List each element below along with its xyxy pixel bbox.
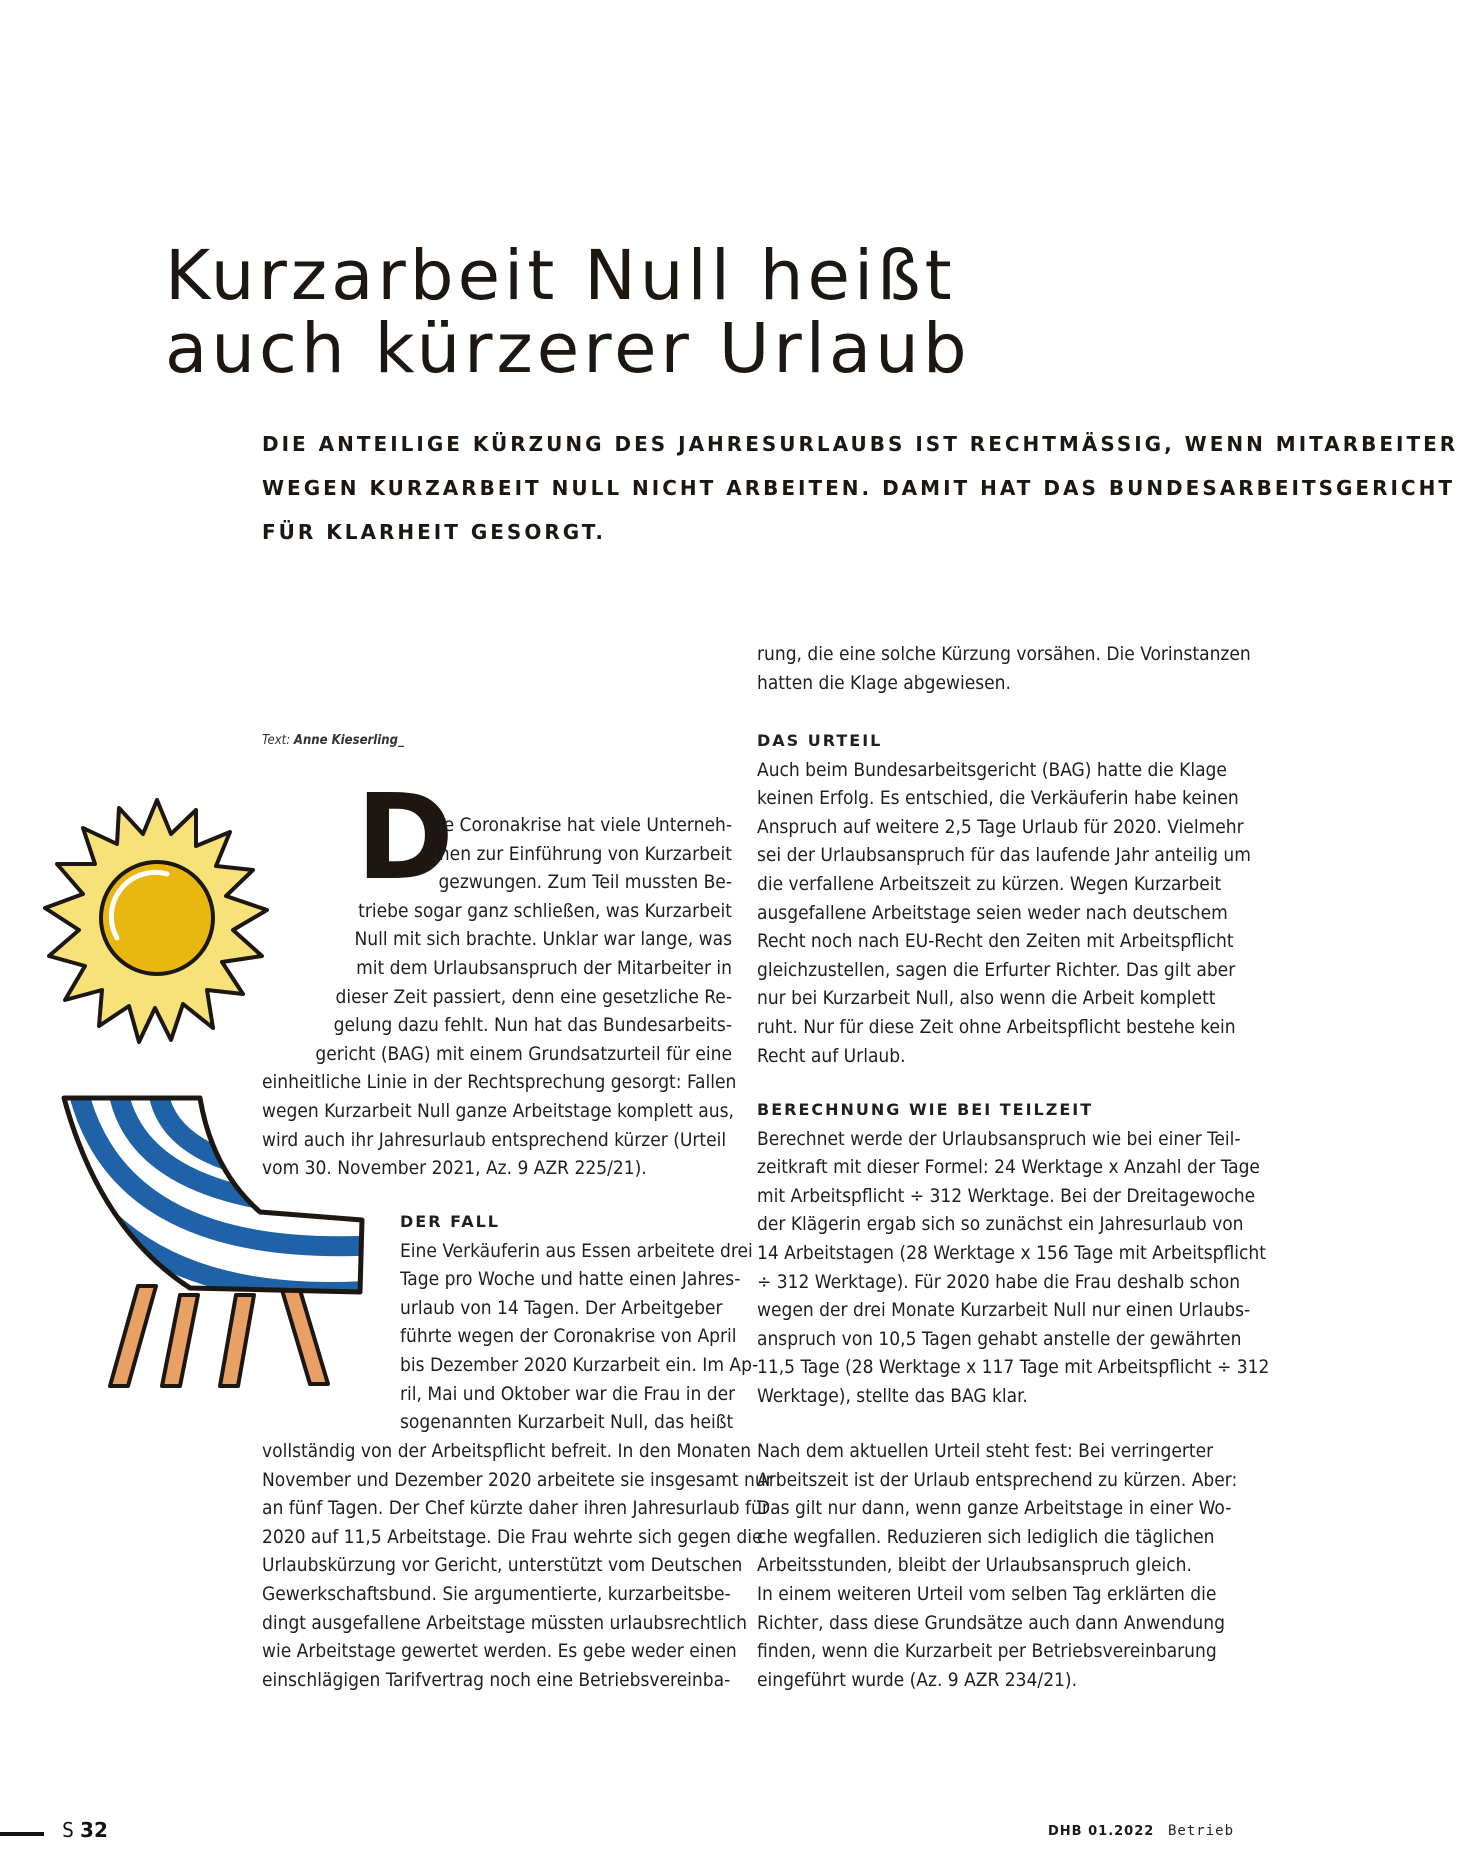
- text-line: dingt ausgefallene Arbeitstage müssten urlaubsrechtlich: [262, 1611, 747, 1634]
- text-line: vollständig von der Arbeitspflicht befreit. In den Monaten: [262, 1440, 752, 1462]
- text-line: Das gilt nur dann, wenn ganze Arbeitstage in einer Wo-: [757, 1497, 1232, 1520]
- article-headline: [165, 236, 1165, 389]
- column-1-intro: [262, 811, 737, 1183]
- text-line: urlaub von 14 Tagen. Der Arbeitgeber: [400, 1296, 723, 1319]
- byline-author: Anne Kieserling_: [293, 733, 404, 748]
- text-line: wegen Kurzarbeit Null ganze Arbeitstage komplett aus,: [262, 1099, 734, 1122]
- section-der-fall-continued: [262, 1437, 773, 1694]
- text-line: mit dem Urlaubsanspruch der Mitarbeiter in: [356, 956, 732, 979]
- text-line: gezwungen. Zum Teil mussten Be-: [438, 871, 732, 894]
- text-line: dieser Zeit passiert, denn eine gesetzliche Re-: [335, 985, 732, 1008]
- text-line: 11,5 Tage (28 Werktage x 117 Tage mit Arbeitspflicht ÷ 312: [757, 1356, 1270, 1379]
- section-heading: DAS URTEIL: [757, 731, 883, 750]
- text-line: Tage pro Woche und hatte einen Jahres-: [400, 1268, 741, 1291]
- text-line: 14 Arbeitstagen (28 Werktage x 156 Tage mit Arbeitspflicht: [757, 1241, 1266, 1264]
- text-line: Berechnet werde der Urlaubsanspruch wie bei einer Teil-: [757, 1127, 1241, 1150]
- section-label: Betrieb: [1168, 1823, 1235, 1839]
- text-line: 2020 auf 11,5 Arbeitstage. Die Frau wehrte sich gegen die: [262, 1525, 763, 1548]
- text-line: Null mit sich brachte. Unklar war lange, was: [354, 928, 732, 951]
- section-berechnung: [757, 1096, 1270, 1411]
- page-prefix: S: [62, 1818, 75, 1842]
- chair-legs: [110, 1286, 328, 1386]
- text-line: Anspruch auf weitere 2,5 Tage Urlaub für 2020. Vielmehr: [757, 815, 1244, 838]
- text-line: Werktage), stellte das BAG klar.: [757, 1384, 1028, 1407]
- byline: [262, 733, 404, 748]
- text-line: finden, wenn die Kurzarbeit per Betriebsvereinbarung: [757, 1640, 1217, 1663]
- text-line: einheitliche Linie in der Rechtsprechung gesorgt: Fallen: [262, 1071, 737, 1094]
- text-line: che wegfallen. Reduzieren sich lediglich die täglichen: [757, 1525, 1215, 1548]
- text-line: bis Dezember 2020 Kurzarbeit ein. Im Ap-: [400, 1353, 759, 1376]
- text-line: rung, die eine solche Kürzung vorsähen. Die Vorinstanzen: [757, 643, 1251, 665]
- section-heading: DER FALL: [400, 1212, 500, 1231]
- text-line: die verfallene Arbeitszeit zu kürzen. Wegen Kurzarbeit: [757, 872, 1222, 895]
- text-line: wegen der drei Monate Kurzarbeit Null nur einen Urlaubs-: [757, 1299, 1251, 1322]
- text-line: ruht. Nur für diese Zeit ohne Arbeitspflicht bestehe kein: [757, 1015, 1236, 1038]
- article-lead: [262, 422, 1458, 554]
- text-line: wird auch ihr Jahresurlaub entsprechend kürzer (Urteil: [262, 1128, 727, 1151]
- text-line: Urlaubskürzung vor Gericht, unterstützt vom Deutschen: [262, 1554, 743, 1577]
- page-folio: [62, 1818, 108, 1842]
- lead-line: FÜR KLARHEIT GESORGT.: [262, 520, 606, 544]
- section-der-fall: [400, 1208, 759, 1437]
- sun-illustration: [72, 790, 242, 1046]
- text-line: ril, Mai und Oktober war die Frau in der: [400, 1382, 736, 1405]
- text-line: eingeführt wurde (Az. 9 AZR 234/21).: [757, 1668, 1078, 1691]
- text-line: gericht (BAG) mit einem Grundsatzurteil für eine: [315, 1042, 732, 1065]
- text-line: Auch beim Bundesarbeitsgericht (BAG) hatte die Klage: [757, 758, 1227, 781]
- text-line: sei der Urlaubsanspruch für das laufende Jahr anteilig um: [757, 844, 1251, 867]
- byline-prefix: Text:: [262, 733, 294, 748]
- text-line: nur bei Kurzarbeit Null, also wenn die Arbeit komplett: [757, 987, 1216, 1010]
- drop-cap: D: [356, 768, 454, 906]
- text-line: an fünf Tagen. Der Chef kürzte daher ihren Jahresurlaub für: [262, 1497, 769, 1520]
- text-line: Richter, dass diese Grundsätze auch dann Anwendung: [757, 1611, 1225, 1634]
- text-line: November und Dezember 2020 arbeitete sie insgesamt nur: [262, 1468, 773, 1491]
- text-line: Recht auf Urlaub.: [757, 1044, 906, 1067]
- sun-core: [101, 862, 213, 974]
- text-line: Arbeitszeit ist der Urlaub entsprechend zu kürzen. Aber:: [757, 1468, 1238, 1491]
- text-line: einschlägigen Tarifvertrag noch eine Betriebsvereinba-: [262, 1668, 731, 1691]
- text-line: Eine Verkäuferin aus Essen arbeitete drei: [400, 1239, 753, 1262]
- text-line: ausgefallene Arbeitstage seien weder nach deutschem: [757, 901, 1228, 924]
- text-line: Nach dem aktuellen Urteil steht fest: Bei verringerter: [757, 1440, 1214, 1462]
- footer-rule: [0, 1832, 44, 1836]
- column-2-top: [757, 640, 1251, 697]
- text-line: wie Arbeitstage gewertet werden. Es gebe weder einen: [262, 1640, 737, 1663]
- section-fazit: [757, 1437, 1237, 1694]
- section-das-urteil: [757, 727, 1251, 1070]
- lead-line: WEGEN KURZARBEIT NULL NICHT ARBEITEN. DAMIT HAT DAS BUNDESARBEITSGERICHT: [262, 476, 1455, 500]
- headline-line: auch kürzerer Urlaub: [165, 309, 971, 389]
- text-line: ÷ 312 Werktage). Für 2020 habe die Frau deshalb schon: [757, 1270, 1241, 1293]
- text-line: vom 30. November 2021, Az. 9 AZR 225/21).: [262, 1157, 647, 1180]
- text-line: Recht noch nach EU-Recht den Zeiten mit Arbeitspflicht: [757, 930, 1234, 953]
- text-line: gelung dazu fehlt. Nun hat das Bundesarbeits-: [333, 1014, 732, 1037]
- text-line: triebe sogar ganz schließen, was Kurzarbeit: [358, 899, 732, 922]
- page-number: 32: [80, 1818, 108, 1842]
- text-line: mit Arbeitspflicht ÷ 312 Werktage. Bei der Dreitagewoche: [757, 1184, 1256, 1207]
- text-line: sogenannten Kurzarbeit Null, das heißt: [400, 1411, 734, 1434]
- text-line: der Klägerin ergab sich so zunächst ein Jahresurlaub von: [757, 1213, 1244, 1236]
- section-heading: BERECHNUNG WIE BEI TEILZEIT: [757, 1100, 1094, 1119]
- lead-line: DIE ANTEILIGE KÜRZUNG DES JAHRESURLAUBS IST RECHTMÄSSIG, WENN MITARBEITER: [262, 432, 1458, 456]
- issue-label: DHB 01.2022: [1048, 1824, 1155, 1839]
- text-line: keinen Erfolg. Es entschied, die Verkäuferin habe keinen: [757, 787, 1239, 810]
- text-line: ie Coronakrise hat viele Unterneh-: [438, 814, 732, 836]
- text-line: anspruch von 10,5 Tagen gehabt anstelle der gewährten: [757, 1327, 1242, 1350]
- text-line: Gewerkschaftsbund. Sie argumentierte, kurzarbeitsbe-: [262, 1582, 731, 1605]
- text-line: In einem weiteren Urteil vom selben Tag erklärten die: [757, 1582, 1217, 1605]
- text-line: zeitkraft mit dieser Formel: 24 Werktage x Anzahl der Tage: [757, 1156, 1260, 1179]
- text-line: gleichzustellen, sagen die Erfurter Richter. Das gilt aber: [757, 958, 1236, 981]
- text-line: führte wegen der Coronakrise von April: [400, 1325, 737, 1348]
- text-line: Arbeitsstunden, bleibt der Urlaubsanspruch gleich.: [757, 1554, 1192, 1577]
- text-line: men zur Einführung von Kurzarbeit: [433, 842, 732, 865]
- text-line: hatten die Klage abgewiesen.: [757, 671, 1011, 694]
- headline-line: Kurzarbeit Null heißt: [165, 236, 956, 316]
